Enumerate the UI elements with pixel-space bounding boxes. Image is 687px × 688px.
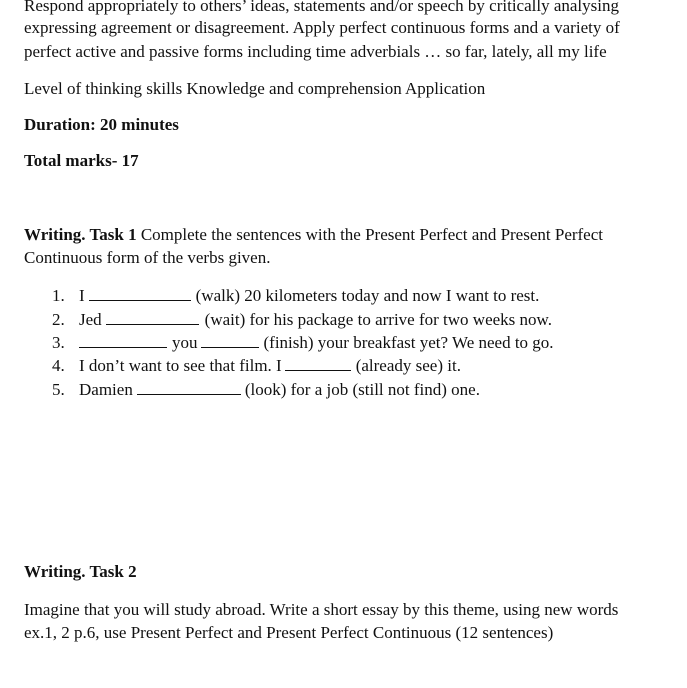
answer-blank[interactable] — [89, 286, 191, 301]
item-text-after: (already see) it. — [355, 356, 461, 375]
objective-line-1: Respond appropriately to others’ ideas, statements and/or speech by critically analysing — [24, 0, 619, 15]
item-text-after: (finish) your breakfast yet? We need to go. — [263, 333, 554, 352]
exercise-item-5 — [52, 379, 480, 401]
task2-instruction-line2: ex.1, 2 p.6, use Present Perfect and Present Perfect Continuous (12 sentences) — [24, 623, 554, 642]
task1-instruction: Complete the sentences with the Present Perfect and Present Perfect — [136, 225, 603, 244]
item-text-after: (walk) 20 kilometers today and now I want to rest. — [195, 286, 540, 305]
task1-instruction-line2: Continuous form of the verbs given. — [24, 248, 271, 267]
exercise-item-2 — [52, 309, 552, 331]
task1-heading: Writing. Task 1 — [24, 225, 137, 244]
answer-blank[interactable] — [79, 333, 167, 348]
item-number: 1. — [52, 286, 65, 305]
item-number: 5. — [52, 380, 65, 399]
item-text-middle: you — [172, 333, 198, 352]
exercise-item-1 — [52, 285, 539, 307]
item-text-after: (wait) for his package to arrive for two weeks now. — [204, 310, 552, 329]
task2-instruction-line1: Imagine that you will study abroad. Write a short essay by this theme, using new words — [24, 600, 619, 619]
task2-heading: Writing. Task 2 — [24, 562, 137, 581]
answer-blank[interactable] — [137, 380, 241, 395]
item-number: 4. — [52, 356, 65, 375]
objective-line-2: expressing agreement or disagreement. Apply perfect continuous forms and a variety of — [24, 18, 620, 37]
item-text-after: (look) for a job (still not find) one. — [244, 380, 480, 399]
task1-instruction-line1 — [24, 224, 603, 246]
item-number: 2. — [52, 310, 65, 329]
answer-blank[interactable] — [201, 333, 259, 348]
exercise-item-3 — [52, 332, 554, 354]
objective-line-3: perfect active and passive forms including time adverbials … so far, lately, all my life — [24, 42, 607, 61]
answer-blank[interactable] — [106, 310, 199, 325]
answer-blank[interactable] — [285, 356, 351, 371]
thinking-skills-level: Level of thinking skills Knowledge and comprehension Application — [24, 79, 486, 98]
item-text-before: Damien — [79, 380, 133, 399]
item-text-before: I don’t want to see that film. I — [79, 356, 282, 375]
duration-label: Duration: 20 minutes — [24, 115, 179, 134]
item-text-before: I — [79, 286, 85, 305]
item-text-before: Jed — [79, 310, 102, 329]
total-marks-label: Total marks- 17 — [24, 151, 139, 170]
item-number: 3. — [52, 333, 65, 352]
exercise-item-4 — [52, 355, 461, 377]
